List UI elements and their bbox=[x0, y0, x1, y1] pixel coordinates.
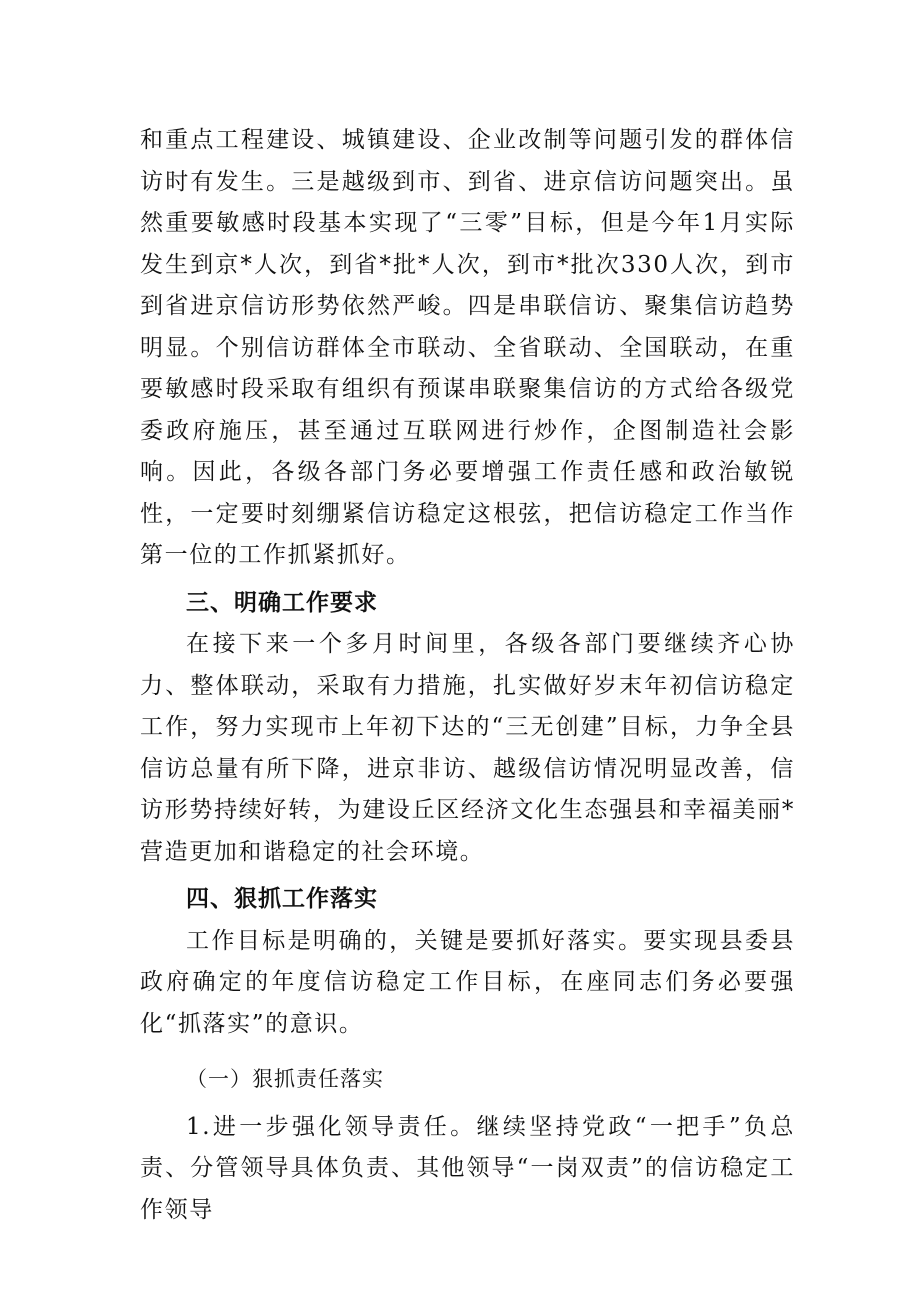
paragraph-work-requirements: 在接下来一个多月时间里，各级各部门要继续齐心协力、整体联动，采取有力措施，扎实做好岁末年初信访稳定工作，努力实现市上年初下达的“三无创建”目标，力争全县信访总量有所下降，进京非访、越级信访情况明显改善，信访形势持续好转，为建设丘区经济文化生态强县和幸福美丽*营造更加和谐稳定的社会环境。 bbox=[140, 631, 795, 865]
paragraph-work-implementation: 工作目标是明确的，关键是要抓好落实。要实现县委县政府确定的年度信访稳定工作目标，在座同志们务必要强化“抓落实”的意识。 bbox=[140, 927, 795, 1037]
document-body bbox=[140, 120, 795, 1231]
paragraph-continuation: 和重点工程建设、城镇建设、企业改制等问题引发的群体信访时有发生。三是越级到市、到省、进京信访问题突出。虽然重要敏感时段基本实现了“三零”目标，但是今年1月实际发生到京*人次，到省*批*人次，到市*批次330人次，到市到省进京信访形势依然严峻。四是串联信访、聚集信访趋势明显。个别信访群体全市联动、全省联动、全国联动，在重要敏感时段采取有组织有预谋串联聚集信访的方式给各级党委政府施压，甚至通过互联网进行炒作，企图制造社会影响。因此，各级各部门务必要增强工作责任感和政治敏锐性，一定要时刻绷紧信访稳定这根弦，把信访稳定工作当作第一位的工作抓紧抓好。 bbox=[140, 127, 795, 568]
subsection-heading-1: （一）狠抓责任落实 bbox=[186, 1067, 384, 1091]
section-heading-4: 四、狠抓工作落实 bbox=[186, 886, 378, 912]
section-heading-3: 三、明确工作要求 bbox=[186, 589, 378, 616]
paragraph-leadership-responsibility: 1.进一步强化领导责任。继续坚持党政“一把手”负总责、分管领导具体负责、其他领导“一岗双责”的信访稳定工作领导 bbox=[140, 1113, 795, 1223]
